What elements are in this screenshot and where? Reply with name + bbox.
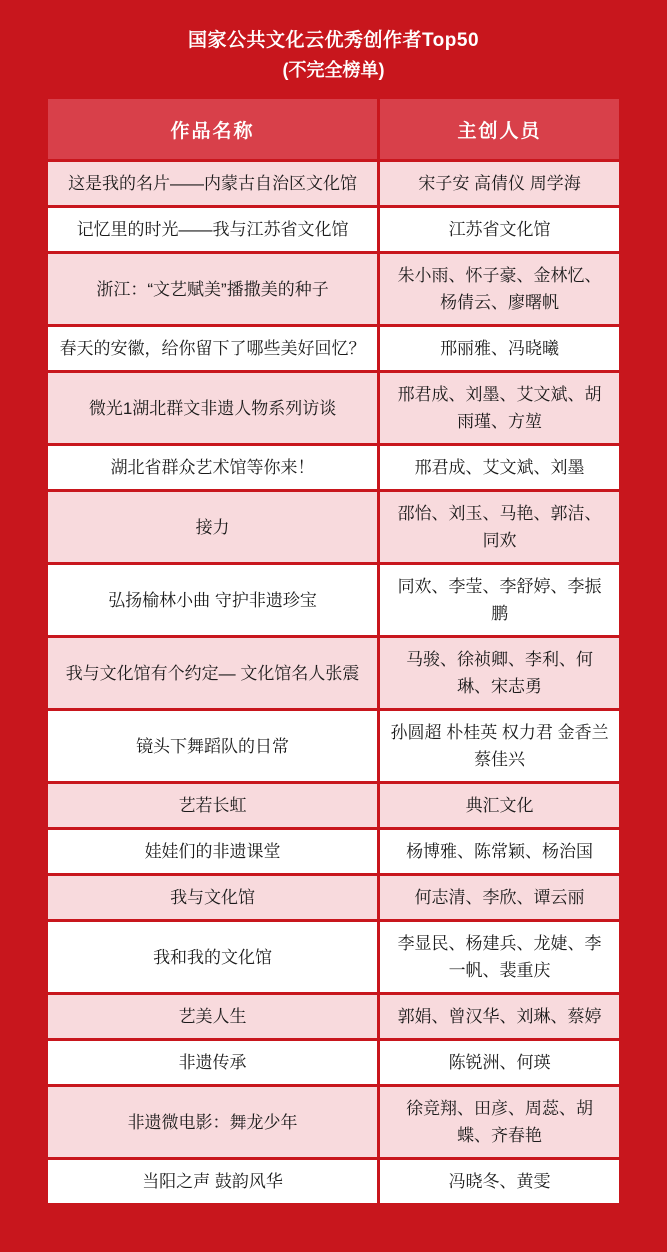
- column-header-work: 作品名称: [48, 99, 377, 159]
- table-row: [48, 565, 619, 635]
- cell-work-name: 艺美人生: [48, 995, 377, 1038]
- table-body: [48, 162, 619, 1203]
- table-row: [48, 784, 619, 827]
- cell-work-name: 微光1湖北群文非遗人物系列访谈: [48, 373, 377, 443]
- table-row: [48, 830, 619, 873]
- cell-creator-names: 冯晓冬、黄雯: [380, 1160, 619, 1203]
- table-row: [48, 208, 619, 251]
- table-row: [48, 876, 619, 919]
- cell-work-name: 这是我的名片——内蒙古自治区文化馆: [48, 162, 377, 205]
- cell-creator-names: 宋子安 高倩仪 周学海: [380, 162, 619, 205]
- cell-work-name: 浙江：“文艺赋美”播撒美的种子: [48, 254, 377, 324]
- table-row: [48, 373, 619, 443]
- cell-creator-names: 同欢、李莹、李舒婷、李振鹏: [380, 565, 619, 635]
- cell-creator-names: 孙圆超 朴桂英 权力君 金香兰 蔡佳兴: [380, 711, 619, 781]
- cell-work-name: 弘扬榆林小曲 守护非遗珍宝: [48, 565, 377, 635]
- cell-creator-names: 典汇文化: [380, 784, 619, 827]
- cell-work-name: 艺若长虹: [48, 784, 377, 827]
- title-block: [0, 0, 667, 84]
- cell-work-name: 镜头下舞蹈队的日常: [48, 711, 377, 781]
- table-row: [48, 1041, 619, 1084]
- page-subtitle: (不完全榜单): [282, 60, 385, 80]
- cell-creator-names: 杨博雅、陈常颖、杨治国: [380, 830, 619, 873]
- table-row: [48, 638, 619, 708]
- column-header-people: 主创人员: [380, 99, 619, 159]
- ranking-table-wrapper: [45, 96, 622, 1206]
- cell-creator-names: 邵怡、刘玉、马艳、郭洁、同欢: [380, 492, 619, 562]
- cell-creator-names: 陈锐洲、何瑛: [380, 1041, 619, 1084]
- table-row: [48, 254, 619, 324]
- cell-work-name: 非遗传承: [48, 1041, 377, 1084]
- table-row: [48, 1160, 619, 1203]
- cell-work-name: 非遗微电影：舞龙少年: [48, 1087, 377, 1157]
- cell-creator-names: 邢君成、刘墨、艾文斌、胡雨瑾、方堃: [380, 373, 619, 443]
- cell-creator-names: 郭娟、曾汉华、刘琳、蔡婷: [380, 995, 619, 1038]
- table-header-row: [48, 99, 619, 159]
- ranking-table: [45, 96, 622, 1206]
- table-row: [48, 1087, 619, 1157]
- cell-work-name: 春天的安徽，给你留下了哪些美好回忆？: [48, 327, 377, 370]
- cell-work-name: 我与文化馆有个约定— 文化馆名人张震: [48, 638, 377, 708]
- cell-work-name: 我与文化馆: [48, 876, 377, 919]
- cell-work-name: 我和我的文化馆: [48, 922, 377, 992]
- cell-creator-names: 江苏省文化馆: [380, 208, 619, 251]
- cell-work-name: 娃娃们的非遗课堂: [48, 830, 377, 873]
- cell-creator-names: 徐竞翔、田彦、周蕊、胡蝶、齐春艳: [380, 1087, 619, 1157]
- table-row: [48, 711, 619, 781]
- cell-work-name: 当阳之声 鼓韵风华: [48, 1160, 377, 1203]
- cell-work-name: 记忆里的时光——我与江苏省文化馆: [48, 208, 377, 251]
- cell-creator-names: 马骏、徐祯卿、李利、何琳、宋志勇: [380, 638, 619, 708]
- table-row: [48, 327, 619, 370]
- cell-work-name: 湖北省群众艺术馆等你来！: [48, 446, 377, 489]
- page-title: 国家公共文化云优秀创作者Top50: [187, 30, 480, 51]
- table-row: [48, 995, 619, 1038]
- table-row: [48, 446, 619, 489]
- cell-creator-names: 何志清、李欣、谭云丽: [380, 876, 619, 919]
- table-row: [48, 162, 619, 205]
- table-head: [48, 99, 619, 159]
- table-row: [48, 492, 619, 562]
- table-row: [48, 922, 619, 992]
- cell-creator-names: 李显民、杨建兵、龙婕、李一帆、裴重庆: [380, 922, 619, 992]
- cell-creator-names: 邢君成、艾文斌、刘墨: [380, 446, 619, 489]
- cell-work-name: 接力: [48, 492, 377, 562]
- cell-creator-names: 邢丽雅、冯晓曦: [380, 327, 619, 370]
- cell-creator-names: 朱小雨、怀子豪、金林忆、杨倩云、廖曙帆: [380, 254, 619, 324]
